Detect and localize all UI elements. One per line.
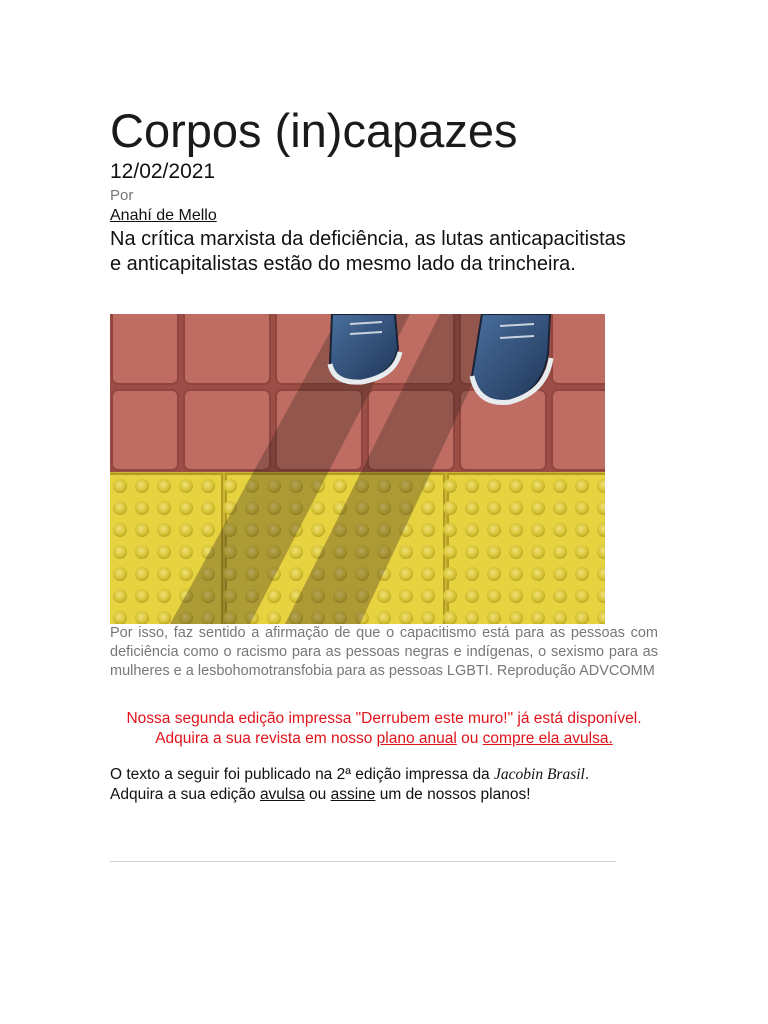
tactile-bump <box>575 567 589 581</box>
divider <box>110 861 616 862</box>
tactile-bump <box>443 501 457 515</box>
tactile-bump <box>201 501 215 515</box>
note-buy-text: Adquira a sua edição <box>110 786 260 803</box>
tactile-bump <box>487 501 501 515</box>
single-issue-link[interactable]: avulsa <box>259 786 305 803</box>
tactile-bump <box>487 545 501 559</box>
note-or: ou <box>304 786 331 803</box>
tactile-bump <box>465 545 479 559</box>
tactile-bump <box>553 589 567 603</box>
tactile-bump <box>443 523 457 537</box>
tactile-bump <box>421 545 435 559</box>
tactile-bump <box>509 589 523 603</box>
tactile-bump <box>421 523 435 537</box>
article-date: 12/02/2021 <box>110 160 216 183</box>
tactile-bump <box>223 479 237 493</box>
tactile-bump <box>399 567 413 581</box>
tactile-bump <box>421 589 435 603</box>
tactile-bump <box>157 545 171 559</box>
tactile-bump <box>443 589 457 603</box>
buy-single-link[interactable]: compre ela avulsa. <box>482 729 613 747</box>
tactile-bump <box>157 501 171 515</box>
image-caption: Por isso, faz sentido a afirmação de que o capacitismo está para as pessoas com deficiência como o racismo para as pessoas negras e indígenas, o sexismo para as mulheres e a lesbohomotransfobia para as pessoas LGBTI. Reprodução ADVCOMM <box>110 625 658 679</box>
tactile-bump <box>377 589 391 603</box>
tactile-bump <box>487 523 501 537</box>
tactile-bump <box>443 479 457 493</box>
tactile-bump <box>509 479 523 493</box>
tactile-bump <box>311 501 325 515</box>
article-title: Corpos (in)capazes <box>110 104 518 157</box>
subscribe-link[interactable]: assine <box>330 786 376 803</box>
tactile-bump <box>135 523 149 537</box>
tactile-bump <box>421 501 435 515</box>
tactile-bump <box>399 589 413 603</box>
tactile-bump <box>289 545 303 559</box>
tactile-bump <box>553 501 567 515</box>
tactile-bump <box>267 589 281 603</box>
tactile-bump <box>553 479 567 493</box>
tactile-bump <box>333 479 347 493</box>
print-edition-promo <box>110 709 658 748</box>
tactile-bump <box>465 479 479 493</box>
tactile-bump <box>201 523 215 537</box>
promo-text: Nossa segunda edição impressa "Derrubem este muro!" já está disponível. Adquira a sua revista em nosso <box>126 710 642 747</box>
byline-label: Por <box>110 187 134 204</box>
tactile-bump <box>509 545 523 559</box>
note-period: . <box>584 766 590 783</box>
tactile-bump <box>487 479 501 493</box>
magazine-name: Jacobin Brasil <box>494 766 585 783</box>
tactile-bump <box>531 523 545 537</box>
tactile-bump <box>113 501 127 515</box>
tactile-bump <box>113 567 127 581</box>
publication-note <box>110 765 658 805</box>
tactile-bump <box>531 479 545 493</box>
tactile-bump <box>531 567 545 581</box>
tactile-bump <box>201 479 215 493</box>
tactile-bump <box>113 523 127 537</box>
tactile-bump <box>157 567 171 581</box>
note-plans-text: um de nossos planos! <box>375 786 531 803</box>
tactile-bump <box>135 545 149 559</box>
tactile-bump <box>575 589 589 603</box>
tactile-bump <box>289 567 303 581</box>
tactile-bump <box>575 479 589 493</box>
tactile-bump <box>509 523 523 537</box>
tactile-bump <box>553 567 567 581</box>
tactile-bump <box>135 567 149 581</box>
tactile-bump <box>135 589 149 603</box>
article-lede: Na crítica marxista da deficiência, as lutas anticapacitistas e anticapitalistas estão do mesmo lado da trincheira. <box>110 228 626 275</box>
tactile-bump <box>575 523 589 537</box>
tactile-bump <box>443 567 457 581</box>
tactile-bump <box>553 523 567 537</box>
tactile-bump <box>465 589 479 603</box>
annual-plan-link[interactable]: plano anual <box>376 729 457 747</box>
tactile-bump <box>531 545 545 559</box>
tactile-bump <box>531 589 545 603</box>
tactile-bump <box>179 567 193 581</box>
tactile-bump <box>113 589 127 603</box>
tactile-bump <box>487 567 501 581</box>
tactile-bump <box>487 589 501 603</box>
tactile-bump <box>575 545 589 559</box>
tactile-bump <box>179 545 193 559</box>
tactile-bump <box>421 567 435 581</box>
tactile-bump <box>399 545 413 559</box>
tactile-bump <box>157 589 171 603</box>
tactile-bump <box>465 567 479 581</box>
feature-photo <box>110 314 605 624</box>
tactile-bump <box>179 501 193 515</box>
tactile-bump <box>509 567 523 581</box>
tactile-bump <box>531 501 545 515</box>
tactile-bump <box>443 545 457 559</box>
promo-text-or: ou <box>456 729 483 747</box>
tactile-bump <box>311 523 325 537</box>
tactile-bump <box>465 523 479 537</box>
tactile-bump <box>135 501 149 515</box>
tactile-bump <box>179 523 193 537</box>
tactile-bump <box>157 479 171 493</box>
tactile-bump <box>113 479 127 493</box>
author-link[interactable]: Anahí de Mello <box>110 207 217 224</box>
tactile-bump <box>575 501 589 515</box>
tactile-bump <box>113 545 127 559</box>
tactile-bump <box>135 479 149 493</box>
tactile-bump <box>179 479 193 493</box>
tactile-bump <box>157 523 171 537</box>
tactile-bump <box>465 501 479 515</box>
tactile-bump <box>553 545 567 559</box>
tactile-bump <box>509 501 523 515</box>
note-text: O texto a seguir foi publicado na 2ª edição impressa da <box>110 766 494 783</box>
